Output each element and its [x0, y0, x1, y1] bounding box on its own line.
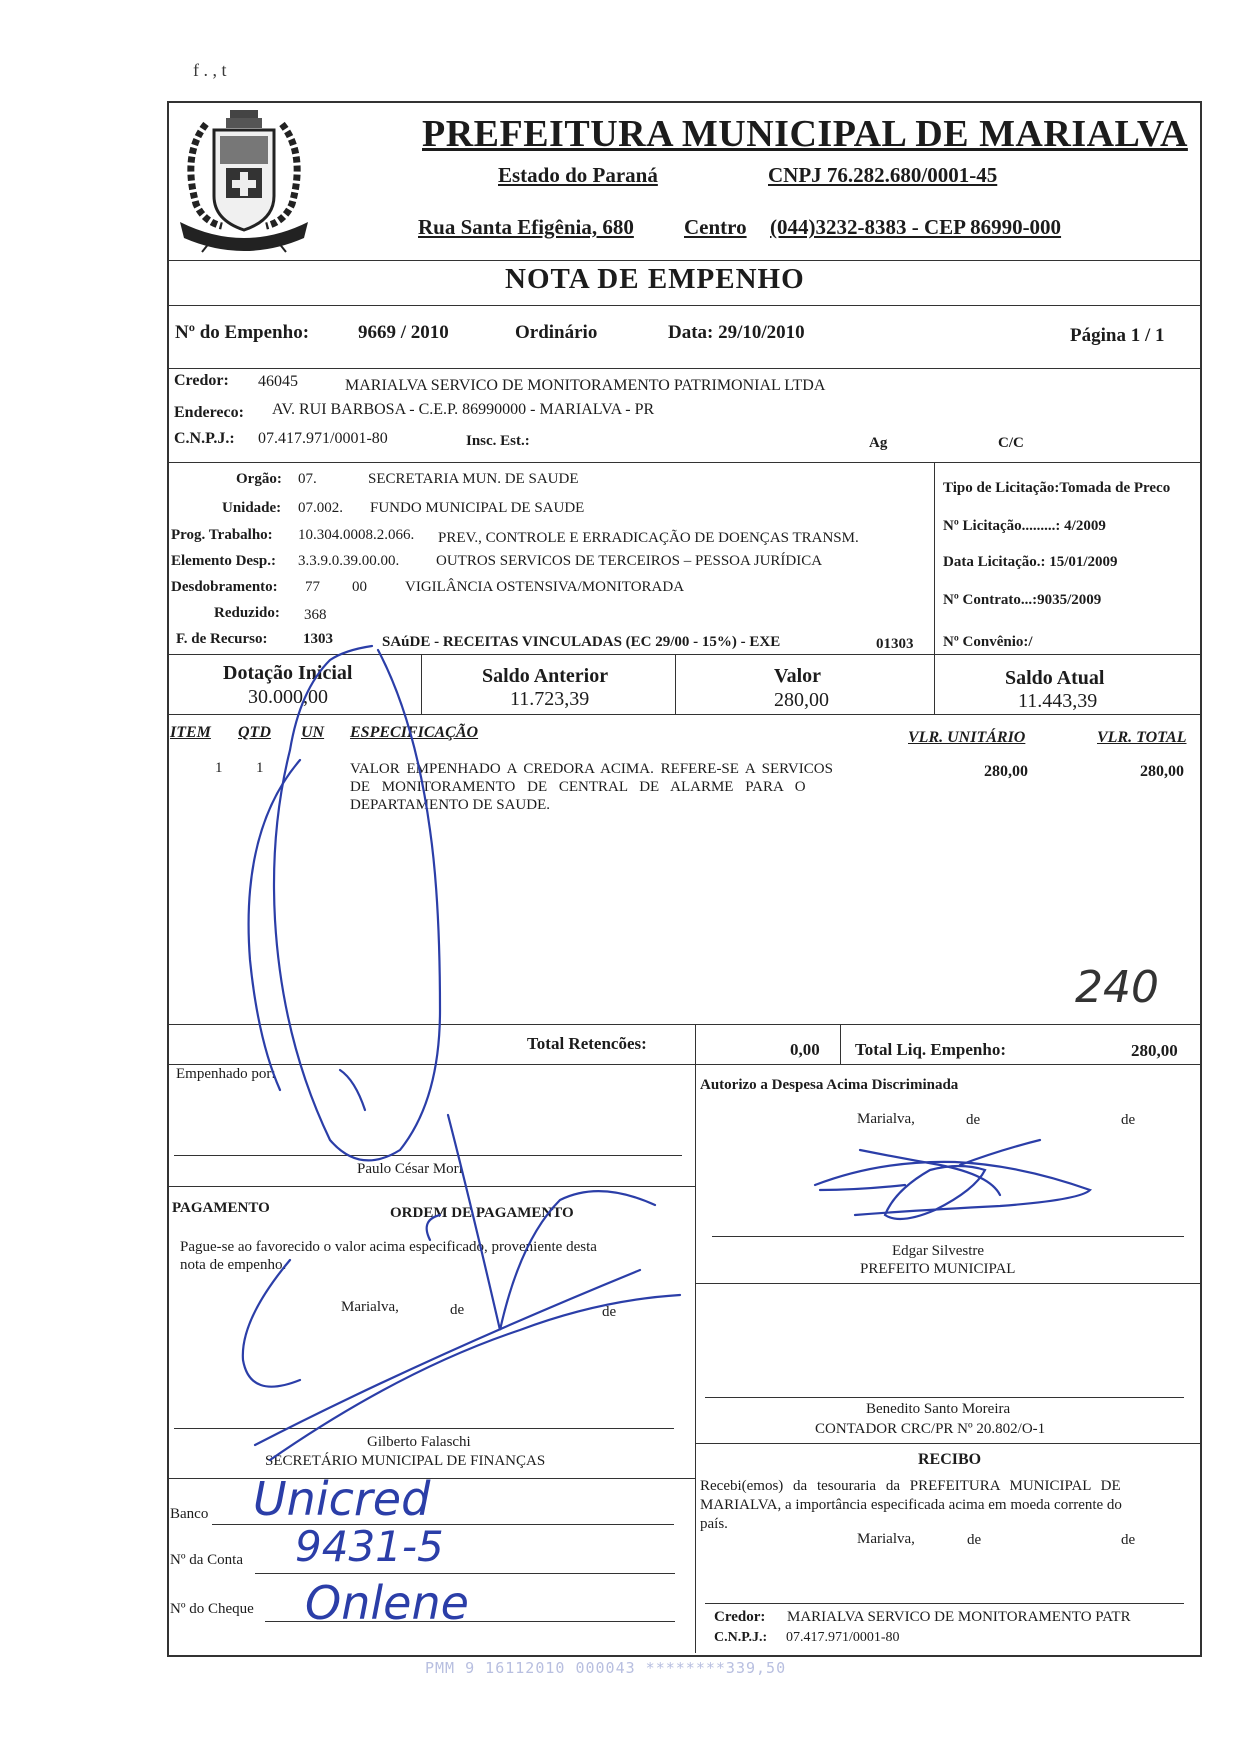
conta-handwriting: 9431-5 [295, 1522, 444, 1571]
item-desc-line1: VALOR EMPENHADO A CREDORA ACIMA. REFERE-SE A SERVICOS [350, 761, 833, 777]
credor-name: MARIALVA SERVICO DE MONITORAMENTO PATRIMONIAL LTDA [345, 377, 826, 394]
liq-value: 280,00 [1131, 1041, 1178, 1060]
cnpj-label: C.N.P.J.: [174, 430, 235, 447]
header-district: Centro [684, 215, 747, 239]
retencoes-value: 0,00 [790, 1040, 820, 1059]
retencoes-label: Total Retencões: [527, 1034, 647, 1053]
pagamento-de1: de [450, 1302, 465, 1318]
elem-code: 3.3.9.0.39.00.00. [298, 553, 400, 569]
credor-label: Credor: [174, 372, 229, 389]
col-un: UN [301, 724, 325, 741]
prog-label: Prog. Trabalho: [171, 527, 273, 543]
address-label: Endereco: [174, 404, 244, 421]
empenho-number: 9669 / 2010 [358, 322, 449, 343]
credor-code: 46045 [258, 373, 298, 390]
autorizo-de1: de [966, 1112, 981, 1128]
autorizo-de2: de [1121, 1112, 1136, 1128]
pagamento-text2: nota de empenho. [180, 1257, 287, 1273]
header-address: Rua Santa Efigênia, 680 [418, 215, 634, 239]
pagamento-city: Marialva, [341, 1299, 399, 1315]
desd-label: Desdobramento: [171, 579, 278, 595]
doc-title: NOTA DE EMPENHO [505, 263, 805, 295]
cheque-label: Nº do Cheque [170, 1601, 254, 1617]
anterior-label: Saldo Anterior [482, 665, 609, 687]
empenho-date: Data: 29/10/2010 [668, 322, 805, 343]
dotacao-label: Dotação Inicial [223, 662, 353, 684]
licitacao-contrato: Nº Contrato...:9035/2009 [943, 592, 1102, 608]
recibo-cnpj: 07.417.971/0001-80 [786, 1630, 900, 1645]
gilberto-name: Gilberto Falaschi [367, 1434, 471, 1450]
desd-code-b: 00 [352, 579, 367, 595]
recibo-text2: MARIALVA, a importância especificada acima em moeda corrente do [700, 1497, 1122, 1513]
atual-value: 11.443,39 [1018, 690, 1098, 712]
ag-label: Ag [869, 435, 888, 451]
desd-name: VIGILÂNCIA OSTENSIVA/MONITORADA [405, 579, 685, 595]
item-qtd: 1 [256, 760, 264, 776]
recibo-de1: de [967, 1532, 982, 1548]
banco-label: Banco [170, 1506, 209, 1522]
pagamento-de2: de [602, 1304, 617, 1320]
item-number: 1 [215, 760, 223, 776]
unidade-name: FUNDO MUNICIPAL DE SAUDE [370, 500, 585, 516]
recurso-label: F. de Recurso: [176, 631, 268, 647]
recibo-credor: MARIALVA SERVICO DE MONITORAMENTO PATR [787, 1609, 1131, 1625]
dotacao-value: 30.000,00 [248, 686, 328, 708]
empenho-kind: Ordinário [515, 322, 598, 343]
licitacao-data: Data Licitação.: 15/01/2009 [943, 554, 1118, 570]
liq-label: Total Liq. Empenho: [855, 1040, 1006, 1059]
secretario-role: SECRETÁRIO MUNICIPAL DE FINANÇAS [265, 1453, 546, 1469]
credor-address: AV. RUI BARBOSA - C.E.P. 86990000 - MARIALVA - PR [272, 401, 655, 418]
conta-label: Nº da Conta [170, 1552, 243, 1568]
cc-label: C/C [998, 435, 1024, 451]
header-phone-cep: (044)3232-8383 - CEP 86990-000 [770, 215, 1062, 239]
recibo-text3: país. [700, 1516, 728, 1532]
autorizo-label: Autorizo a Despesa Acima Discriminada [700, 1077, 959, 1093]
col-vlr-total: VLR. TOTAL [1097, 729, 1187, 746]
desd-code-a: 77 [305, 579, 320, 595]
empenhado-label: Empenhado por: [176, 1066, 276, 1082]
insc-label: Insc. Est.: [466, 433, 530, 449]
elem-name: OUTROS SERVICOS DE TERCEIROS – PESSOA JURÍDICA [436, 553, 823, 569]
orgao-name: SECRETARIA MUN. DE SAUDE [368, 471, 579, 487]
corner-mark: f . , t [193, 60, 227, 80]
contador-role: CONTADOR CRC/PR Nº 20.802/O-1 [815, 1421, 1046, 1437]
col-item: ITEM [170, 724, 211, 741]
licitacao-tipo: Tipo de Licitação:Tomada de Preco [943, 480, 1171, 496]
recurso-code: 1303 [303, 631, 333, 647]
recibo-de2: de [1121, 1532, 1136, 1548]
item-desc-line3: DEPARTAMENTO DE SAUDE. [350, 797, 550, 813]
recibo-cnpj-label: C.N.P.J.: [714, 1630, 768, 1645]
item-total-price: 280,00 [1140, 763, 1184, 780]
prefeito-role: PREFEITO MUNICIPAL [860, 1261, 1016, 1277]
item-desc-line2: DE MONITORAMENTO DE CENTRAL DE ALARME PARA O [350, 779, 806, 795]
recibo-text1: Recebi(emos) da tesouraria da PREFEITURA MUNICIPAL DE [700, 1478, 1121, 1494]
unidade-code: 07.002. [298, 500, 343, 516]
anterior-value: 11.723,39 [510, 688, 590, 710]
banco-handwriting: Unicred [253, 1472, 431, 1526]
orgao-code: 07. [298, 471, 317, 487]
empenhado-name: Paulo César Mori [357, 1161, 463, 1177]
recibo-credor-label: Credor: [714, 1609, 766, 1625]
pagamento-text1: Pague-se ao favorecido o valor acima especificado, proveniente desta [180, 1239, 597, 1255]
orgao-label: Orgão: [236, 471, 282, 487]
item-unit-price: 280,00 [984, 763, 1028, 780]
handwritten-note: 240 [1075, 962, 1159, 1013]
page-number: Página 1 / 1 [1070, 325, 1165, 346]
bank-stamp: PMM 9 16112010 000043 ********339,50 [425, 1659, 787, 1677]
valor-value: 280,00 [774, 689, 829, 711]
atual-label: Saldo Atual [1005, 667, 1105, 689]
elem-label: Elemento Desp.: [171, 553, 276, 569]
cheque-handwriting: Onlene [305, 1576, 469, 1630]
recurso-name: SAúDE - RECEITAS VINCULADAS (EC 29/00 - 15%) - EXE [382, 634, 781, 650]
prefeito-name: Edgar Silvestre [892, 1243, 985, 1259]
col-vlr-unitario: VLR. UNITÁRIO [908, 729, 1026, 746]
reduzido-label: Reduzido: [214, 605, 280, 621]
recurso-num: 01303 [876, 636, 914, 652]
prog-code: 10.304.0008.2.066. [298, 527, 415, 543]
header-title: PREFEITURA MUNICIPAL DE MARIALVA [422, 113, 1188, 155]
contador-name: Benedito Santo Moreira [866, 1401, 1011, 1417]
licitacao-numero: Nº Licitação.........: 4/2009 [943, 518, 1106, 534]
header-state: Estado do Paraná [498, 163, 658, 187]
licitacao-convenio: Nº Convênio:/ [943, 634, 1033, 650]
reduzido-value: 368 [304, 607, 327, 623]
credor-cnpj: 07.417.971/0001-80 [258, 430, 388, 447]
ordem-label: ORDEM DE PAGAMENTO [390, 1205, 574, 1221]
pagamento-label: PAGAMENTO [172, 1200, 270, 1216]
header-cnpj: CNPJ 76.282.680/0001-45 [768, 163, 998, 187]
empenho-label: Nº do Empenho: [175, 322, 310, 343]
valor-label: Valor [774, 665, 822, 687]
recibo-label: RECIBO [918, 1451, 982, 1468]
unidade-label: Unidade: [222, 500, 282, 516]
col-qtd: QTD [238, 724, 271, 741]
recibo-city: Marialva, [857, 1531, 915, 1547]
autorizo-city: Marialva, [857, 1111, 915, 1127]
prog-name: PREV., CONTROLE E ERRADICAÇÃO DE DOENÇAS TRANSM. [438, 530, 859, 546]
col-especificacao: ESPECIFICAÇÃO [350, 724, 479, 741]
